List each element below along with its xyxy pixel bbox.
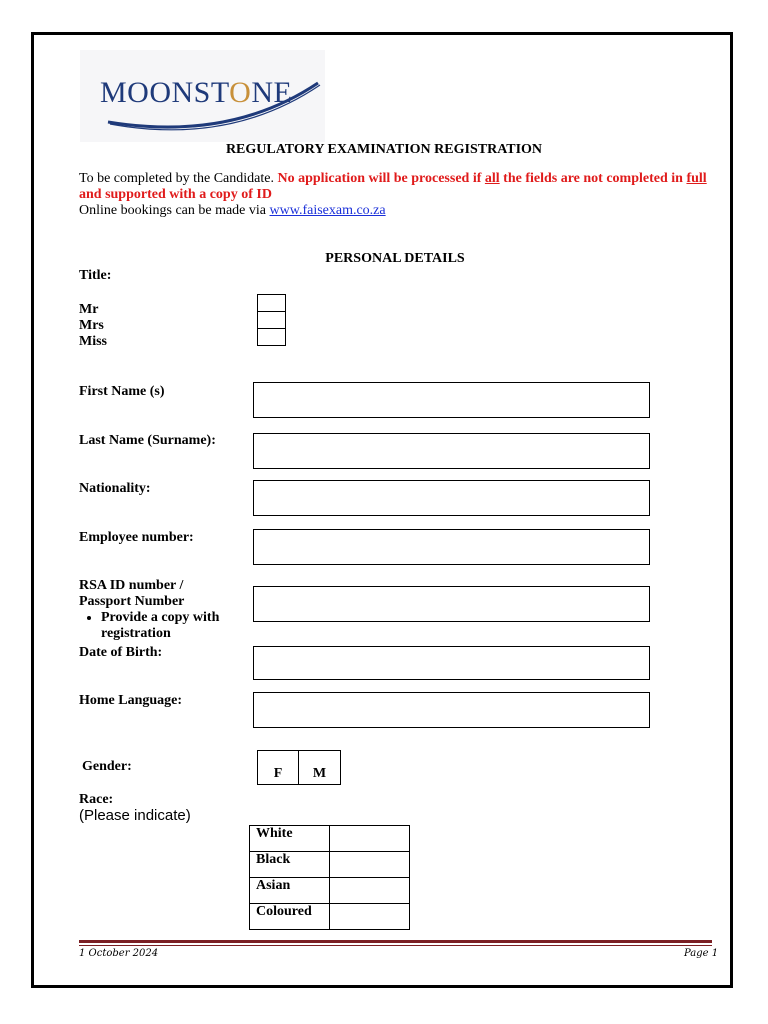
title-label: Title: — [79, 268, 112, 283]
dob-label: Date of Birth: — [79, 645, 163, 660]
footer-rule — [79, 940, 712, 943]
footer-page-number: Page 1 — [684, 948, 719, 959]
home-language-label: Home Language: — [79, 693, 183, 708]
section-title-personal-details: PERSONAL DETAILS — [325, 251, 465, 266]
dob-field[interactable] — [253, 646, 650, 680]
race-box-white[interactable] — [330, 826, 410, 852]
race-option-black: Black — [250, 852, 330, 878]
employee-number-field[interactable] — [253, 529, 650, 565]
last-name-field[interactable] — [253, 433, 650, 469]
moonstone-logo — [80, 50, 325, 142]
race-note: (Please indicate) — [79, 807, 191, 824]
race-table — [249, 825, 410, 930]
id-number-label: RSA ID number / Passport Number • Provide a copy with registration — [79, 578, 239, 642]
footer-rule-thin — [79, 945, 712, 946]
race-box-black[interactable] — [330, 852, 410, 878]
form-title: REGULATORY EXAMINATION REGISTRATION — [225, 142, 543, 157]
title-option-mr: Mr — [79, 302, 99, 317]
id-copy-note: • Provide a copy with registration — [101, 610, 239, 642]
nationality-field[interactable] — [253, 480, 650, 516]
logo-swoosh-icon — [80, 50, 325, 142]
nationality-label: Nationality: — [79, 481, 151, 496]
gender-m-box[interactable]: M — [298, 750, 341, 785]
title-option-mrs: Mrs — [79, 318, 104, 333]
faisexam-link[interactable]: www.faisexam.co.za — [269, 203, 386, 218]
id-number-field[interactable] — [253, 586, 650, 622]
last-name-label: Last Name (Surname): — [79, 433, 216, 448]
race-option-white: White — [250, 826, 330, 852]
gender-label: Gender: — [82, 759, 132, 774]
race-row-white — [250, 826, 410, 852]
title-option-miss: Miss — [79, 334, 107, 349]
logo-wordmark: MOONSTONE — [100, 76, 293, 109]
checkbox-miss[interactable] — [257, 328, 286, 346]
race-row-coloured — [250, 904, 410, 930]
intro-text: To be completed by the Candidate. No application will be processed if all the fields are not completed in full and supported with a copy of ID Online bookings can be made via www.faisexam.co.za — [79, 171, 707, 218]
checkbox-mrs[interactable] — [257, 311, 286, 329]
employee-number-label: Employee number: — [79, 530, 194, 545]
home-language-field[interactable] — [253, 692, 650, 728]
race-box-asian[interactable] — [330, 878, 410, 904]
checkbox-mr[interactable] — [257, 294, 286, 312]
race-option-coloured: Coloured — [250, 904, 330, 930]
race-row-black — [250, 852, 410, 878]
race-box-coloured[interactable] — [330, 904, 410, 930]
race-option-asian: Asian — [250, 878, 330, 904]
gender-f-box[interactable]: F — [257, 750, 299, 785]
first-name-label: First Name (s) — [79, 384, 165, 399]
footer-date: 1 October 2024 — [79, 948, 159, 959]
race-label: Race: — [79, 792, 114, 807]
first-name-field[interactable] — [253, 382, 650, 418]
race-row-asian — [250, 878, 410, 904]
